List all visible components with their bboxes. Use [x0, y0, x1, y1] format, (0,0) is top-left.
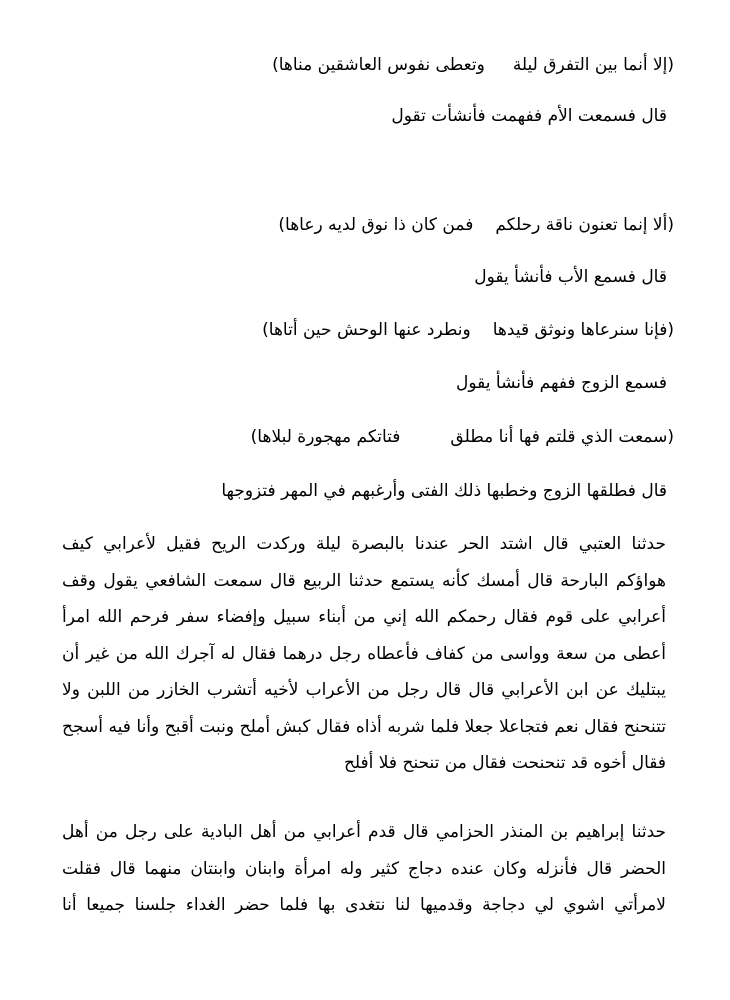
paragraph-line: حدثنا إبراهيم بن المنذر الحزامي قال قدم أعرابي من أهل البادية على رجل من أهل	[62, 822, 666, 842]
paragraph-line: أعرابي على قوم فقال رحمكم الله إني من أبناء سبيل وإفضاء سفر فرحم الله امرأ	[62, 607, 666, 627]
verse-second-hemistich: فتاتكم مهجورة لبلاها)	[250, 427, 401, 447]
verse-first-hemistich: (فإنا سنرعاها ونوثق قيدها	[492, 320, 674, 340]
verse-first-hemistich: (ألا إنما تعنون ناقة رحلكم	[495, 215, 674, 235]
paragraph-line: هواؤكم البارحة قال أمسك كأنه يستمع حدثنا الربيع قال سمعت الشافعي يقول وقف	[62, 570, 666, 591]
narration-line: قال فسمع الأب فأنشأ يقول	[474, 267, 667, 287]
verse-line	[262, 318, 674, 342]
verse-second-hemistich: فمن كان ذا نوق لديه رعاها)	[278, 215, 474, 235]
verse-second-hemistich: وتعطى نفوس العاشقين مناها)	[272, 55, 485, 75]
verse-first-hemistich: (سمعت الذي قلتم فها أنا مطلق	[450, 427, 674, 447]
paragraph	[62, 820, 666, 930]
paragraph-line: فقال أخوه قد تنحنحت فقال من تنحنح فلا أفلح	[343, 753, 666, 773]
paragraph-line: لامرأتي اشوي لي دجاجة وقدميها لنا نتغدى بها فلما حضر الغداء جلسنا جميعا أنا	[62, 895, 666, 915]
paragraph	[62, 532, 666, 788]
verse-line	[272, 53, 674, 77]
paragraph-line: الحضر قال فأنزله وكان عنده دجاج كثير وله امرأة وابنان وابنتان منهما قال فقلت	[62, 858, 666, 879]
narration-line: فسمع الزوج ففهم فأنشأ يقول	[456, 373, 667, 393]
verse-first-hemistich: (إلا أنما بين التفرق ليلة	[512, 55, 674, 75]
verse-line	[278, 213, 674, 237]
verse-line	[251, 425, 674, 449]
narration-line: قال فطلقها الزوج وخطبها ذلك الفتى وأرغبهم في المهر فتزوجها	[221, 481, 667, 501]
verse-second-hemistich: ونطرد عنها الوحش حين أتاها)	[262, 320, 471, 340]
narration-line: قال فسمعت الأم ففهمت فأنشأت تقول	[391, 106, 667, 126]
paragraph-line: تتنحنح فقال نعم فتجاعلا جعلا فلما شربه أذاه فقال كبش أملح ونبت أقبح وأنا فيه أسجح	[62, 716, 666, 737]
paragraph-line: يبتليك عن ابن الأعرابي قال قال رجل من الأعراب لأخيه أتشرب الخازر من اللبن ولا	[62, 680, 666, 700]
paragraph-line: حدثنا العتبي قال اشتد الحر عندنا بالبصرة ليلة وركدت الريح فقيل لأعرابي كيف	[62, 534, 666, 554]
paragraph-line: أعطى من سعة وواسى من كفاف فأعطاه رجل درهما فقال له آجرك الله من غير أن	[62, 643, 666, 664]
